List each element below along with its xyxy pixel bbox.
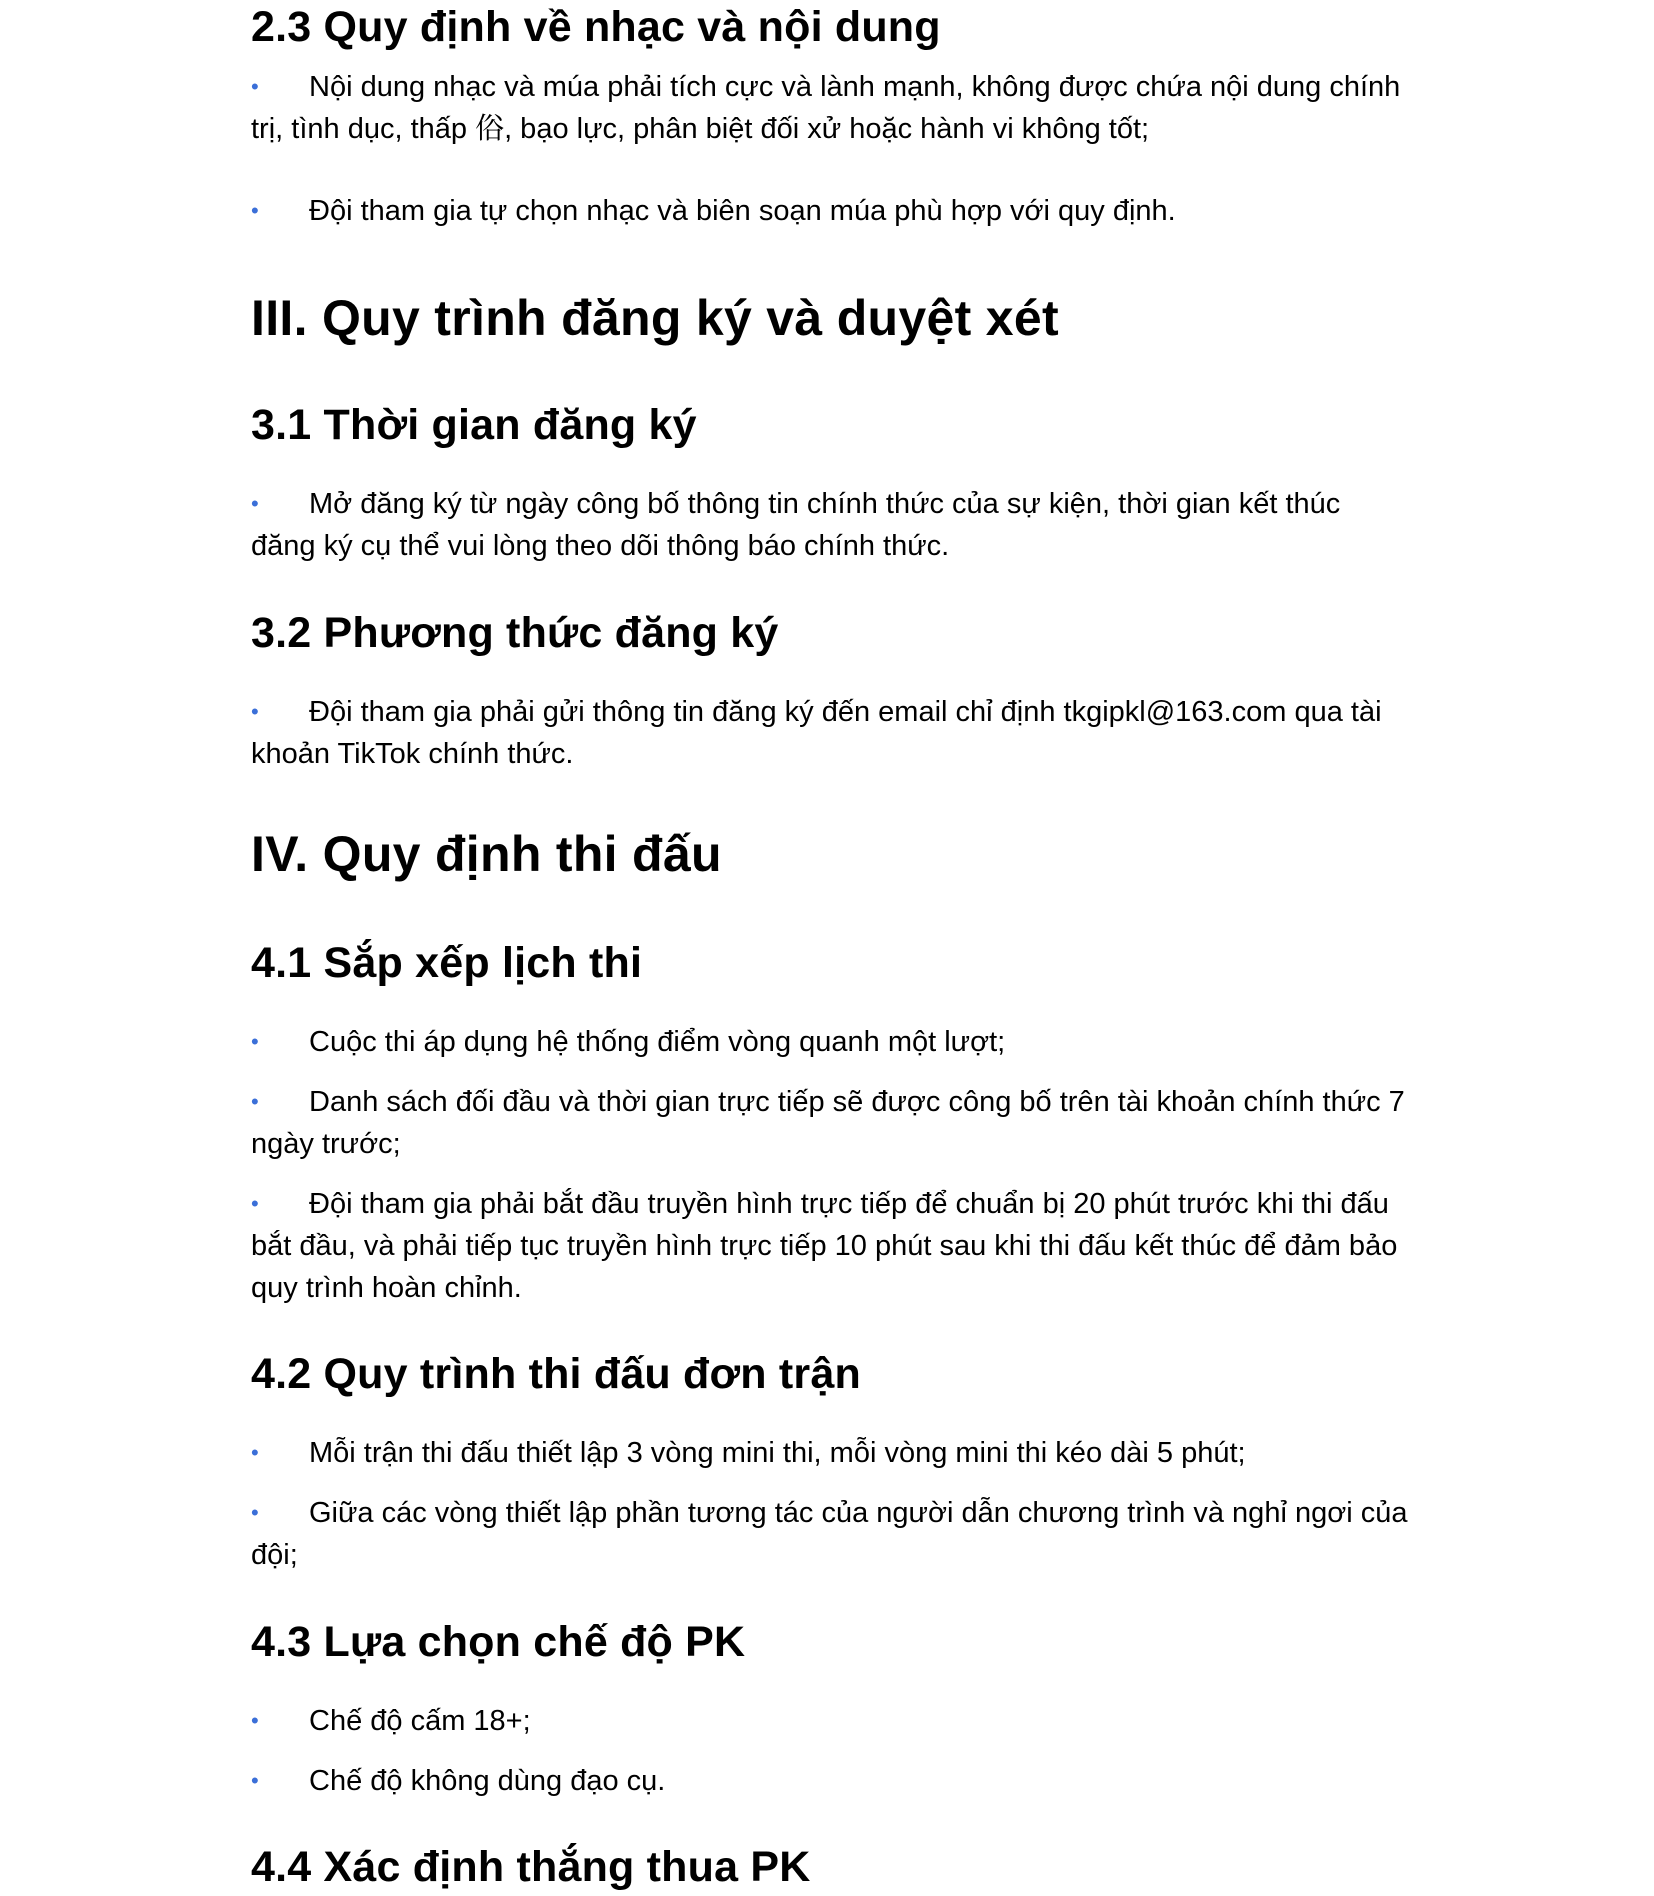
- section-heading-2-3: 2.3 Quy định về nhạc và nội dung: [251, 3, 941, 51]
- list-item-text: Đội tham gia tự chọn nhạc và biên soạn múa phù hợp với quy định.: [309, 195, 1176, 227]
- list-item: [251, 1700, 1411, 1742]
- bullet-icon: •: [251, 74, 259, 99]
- list-item: [251, 66, 1411, 150]
- section-heading-4-2: 4.2 Quy trình thi đấu đơn trận: [251, 1350, 861, 1398]
- list-item-text: Cuộc thi áp dụng hệ thống điểm vòng quanh một lượt;: [309, 1026, 1006, 1058]
- list-item: [251, 483, 1411, 567]
- list-item: [251, 190, 1411, 232]
- bullet-icon: •: [251, 1089, 259, 1114]
- bullet-icon: •: [251, 1029, 259, 1054]
- list-item-text: Nội dung nhạc và múa phải tích cực và lành mạnh, không được chứa nội dung chính trị, tình dục, thấp 俗, bạo lực, phân biệt đối xử hoặc hành vi không tốt;: [251, 71, 1401, 145]
- bullet-icon: •: [251, 491, 259, 516]
- list-item: [251, 691, 1411, 775]
- list-item-text: Chế độ không dùng đạo cụ.: [309, 1765, 666, 1797]
- bullet-icon: •: [251, 699, 259, 724]
- list-item: [251, 1183, 1411, 1309]
- section-heading-4-1: 4.1 Sắp xếp lịch thi: [251, 939, 643, 987]
- list-item-text: Mở đăng ký từ ngày công bố thông tin chính thức của sự kiện, thời gian kết thúc đăng ký cụ thể vui lòng theo dõi thông báo chính thức.: [251, 488, 1341, 562]
- list-item-text: Chế độ cấm 18+;: [309, 1705, 531, 1737]
- chapter-heading-4: IV. Quy định thi đấu: [251, 826, 722, 882]
- bullet-icon: •: [251, 1191, 259, 1216]
- section-heading-3-1: 3.1 Thời gian đăng ký: [251, 401, 697, 449]
- list-item-text: Mỗi trận thi đấu thiết lập 3 vòng mini thi, mỗi vòng mini thi kéo dài 5 phút;: [309, 1437, 1246, 1469]
- list-item: [251, 1021, 1411, 1063]
- list-item: [251, 1760, 1411, 1802]
- bullet-icon: •: [251, 198, 259, 223]
- bullet-icon: •: [251, 1708, 259, 1733]
- list-item-text: Danh sách đối đầu và thời gian trực tiếp sẽ được công bố trên tài khoản chính thức 7 ngày trước;: [251, 1086, 1405, 1160]
- chapter-heading-3: III. Quy trình đăng ký và duyệt xét: [251, 290, 1059, 346]
- list-item: [251, 1081, 1411, 1165]
- bullet-icon: •: [251, 1440, 259, 1465]
- section-heading-3-2: 3.2 Phương thức đăng ký: [251, 609, 779, 657]
- list-item: [251, 1492, 1411, 1576]
- bullet-icon: •: [251, 1768, 259, 1793]
- section-heading-4-3: 4.3 Lựa chọn chế độ PK: [251, 1618, 746, 1666]
- list-item: [251, 1432, 1411, 1474]
- bullet-icon: •: [251, 1500, 259, 1525]
- section-heading-4-4: 4.4 Xác định thắng thua PK: [251, 1843, 811, 1891]
- list-item-text: Đội tham gia phải bắt đầu truyền hình trực tiếp để chuẩn bị 20 phút trước khi thi đấu bắt đầu, và phải tiếp tục truyền hình trực tiếp 10 phút sau khi thi đấu kết thúc để đảm bảo quy trình hoàn chỉnh.: [251, 1188, 1398, 1304]
- list-item-text: Đội tham gia phải gửi thông tin đăng ký đến email chỉ định tkgipkl@163.com qua tài khoản TikTok chính thức.: [251, 696, 1382, 770]
- list-item-text: Giữa các vòng thiết lập phần tương tác của người dẫn chương trình và nghỉ ngơi của đội;: [251, 1497, 1408, 1571]
